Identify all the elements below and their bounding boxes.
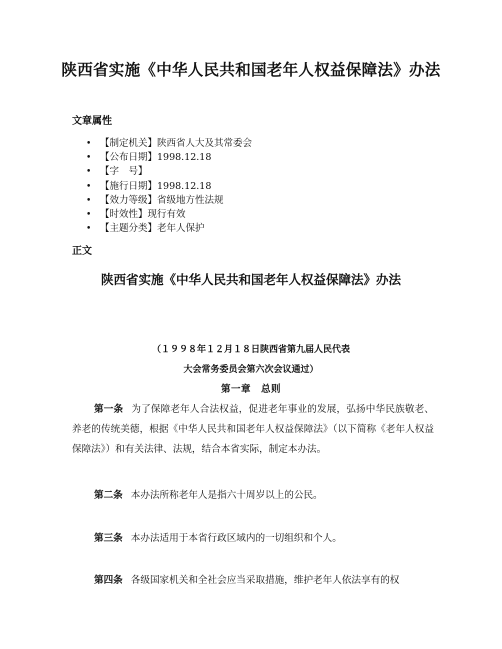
attributes-list — [86, 137, 252, 236]
attribute-text: 【字 号】 — [100, 166, 148, 178]
chapter-heading: 第一章 总则 — [220, 384, 281, 395]
attribute-text: 【效力等级】省级地方性法规 — [100, 194, 224, 206]
attribute-text: 【制定机关】陕西省人大及其常委会 — [100, 138, 253, 149]
bullet-icon: • — [86, 210, 92, 221]
bullet-icon: • — [86, 195, 92, 206]
article-number: 第四条 — [94, 575, 123, 586]
article-2 — [72, 486, 434, 506]
law-title: 陕西省实施《中华人民共和国老年人权益保障法》办法 — [100, 272, 401, 287]
bullet-icon: • — [86, 167, 92, 178]
article-text: 为了保障老年人合法权益，促进老年事业的发展，弘扬中华民族敬老、养老的传统美德，根据《中华人民共和国老年人权益保障法》（以下简称《老年人权益保障法》）和有关法律、法规，结合本省实际，制定本办法。 — [72, 404, 435, 455]
article-1 — [72, 400, 434, 460]
article-number: 第三条 — [94, 533, 123, 544]
attribute-text: 【主题分类】老年人保护 — [100, 223, 205, 235]
attribute-item — [86, 180, 252, 194]
adoption-note-line-1: （１９９８年１２月１８日陕西省第九届人民代表 — [151, 345, 350, 355]
article-number: 第二条 — [94, 490, 123, 501]
document-title: 陕西省实施《中华人民共和国老年人权益保障法》办法 — [61, 61, 441, 79]
attribute-item — [86, 137, 252, 151]
body-heading: 正文 — [72, 246, 92, 257]
attribute-item — [86, 208, 252, 222]
article-text: 各级国家机关和全社会应当采取措施，维护老年人依法享有的权 — [130, 575, 400, 586]
attribute-text: 【施行日期】1998.12.18 — [100, 180, 212, 192]
article-text: 本办法所称老年人是指六十周岁以上的公民。 — [130, 490, 323, 501]
bullet-icon: • — [86, 139, 92, 149]
bullet-icon: • — [86, 181, 92, 192]
attributes-heading: 文章属性 — [72, 116, 112, 127]
adoption-note-line-2: 大会常务委员会第六次会议通过） — [183, 365, 319, 375]
attribute-text: 【公布日期】1998.12.18 — [100, 152, 212, 164]
article-4 — [72, 571, 434, 591]
attribute-item — [86, 222, 252, 236]
attribute-text: 【时效性】现行有效 — [100, 209, 186, 221]
article-text: 本办法适用于本省行政区域内的一切组织和个人。 — [130, 533, 342, 544]
attribute-item — [86, 165, 252, 179]
bullet-icon: • — [86, 224, 92, 235]
attribute-item — [86, 151, 252, 165]
article-number: 第一条 — [94, 404, 124, 415]
article-3 — [72, 529, 434, 549]
attribute-item — [86, 194, 252, 208]
bullet-icon: • — [86, 153, 92, 164]
